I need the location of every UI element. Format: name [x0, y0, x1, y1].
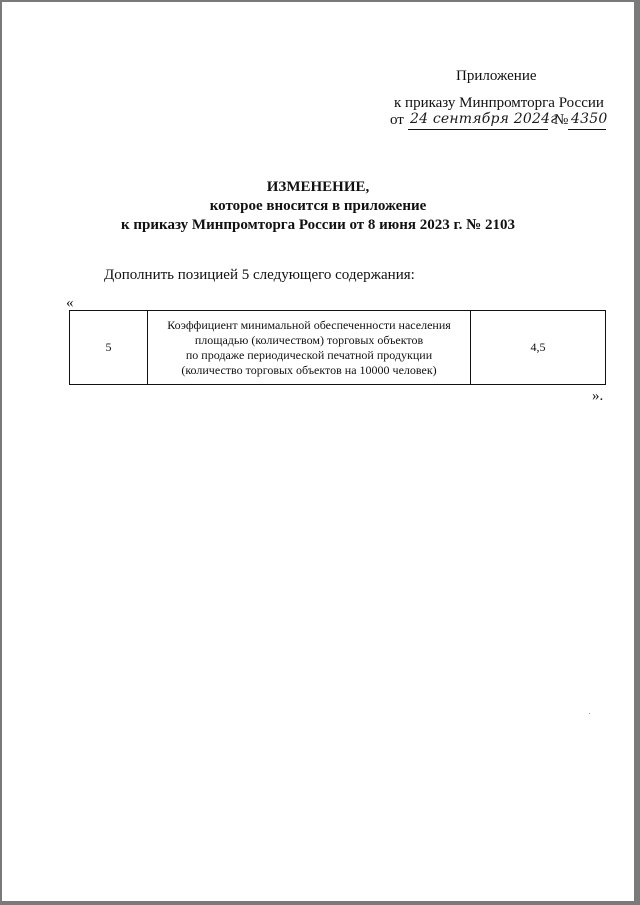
intro-paragraph: Дополнить позицией 5 следующего содержания: — [104, 267, 415, 283]
appendix-reference: к приказу Минпромторга России — [394, 95, 604, 111]
number-underline — [568, 129, 606, 130]
position-description-cell — [148, 311, 471, 385]
document-subtitle: которое вносится в приложение — [209, 198, 427, 214]
document-page — [2, 2, 634, 901]
document-subtitle-reference: к приказу Минпромторга России от 8 июня 2023 г. № 2103 — [121, 217, 515, 233]
position-value-cell: 4,5 — [471, 311, 606, 385]
date-prefix: от — [390, 112, 404, 128]
description-line: площадью (количеством) торговых объектов — [194, 332, 424, 347]
description-line: по продаже периодической печатной продукции — [185, 347, 433, 362]
description-line: (количество торговых объектов на 10000 человек) — [181, 362, 437, 377]
handwritten-date: 24 сентября 2024г — [410, 111, 558, 127]
position-table — [69, 310, 606, 385]
number-prefix: № — [554, 112, 569, 128]
table-row — [70, 311, 606, 385]
scan-speck — [589, 713, 590, 714]
opening-quote: « — [66, 295, 74, 311]
document-title: ИЗМЕНЕНИЕ, — [266, 179, 370, 195]
handwritten-number: 4350 — [571, 111, 608, 127]
order-date-line — [390, 112, 608, 130]
date-underline — [408, 129, 548, 130]
appendix-title: Приложение — [456, 68, 537, 84]
position-number-cell: 5 — [70, 311, 148, 385]
closing-quote: ». — [592, 388, 604, 404]
description-line: Коэффициент минимальной обеспеченности населения — [167, 317, 451, 332]
